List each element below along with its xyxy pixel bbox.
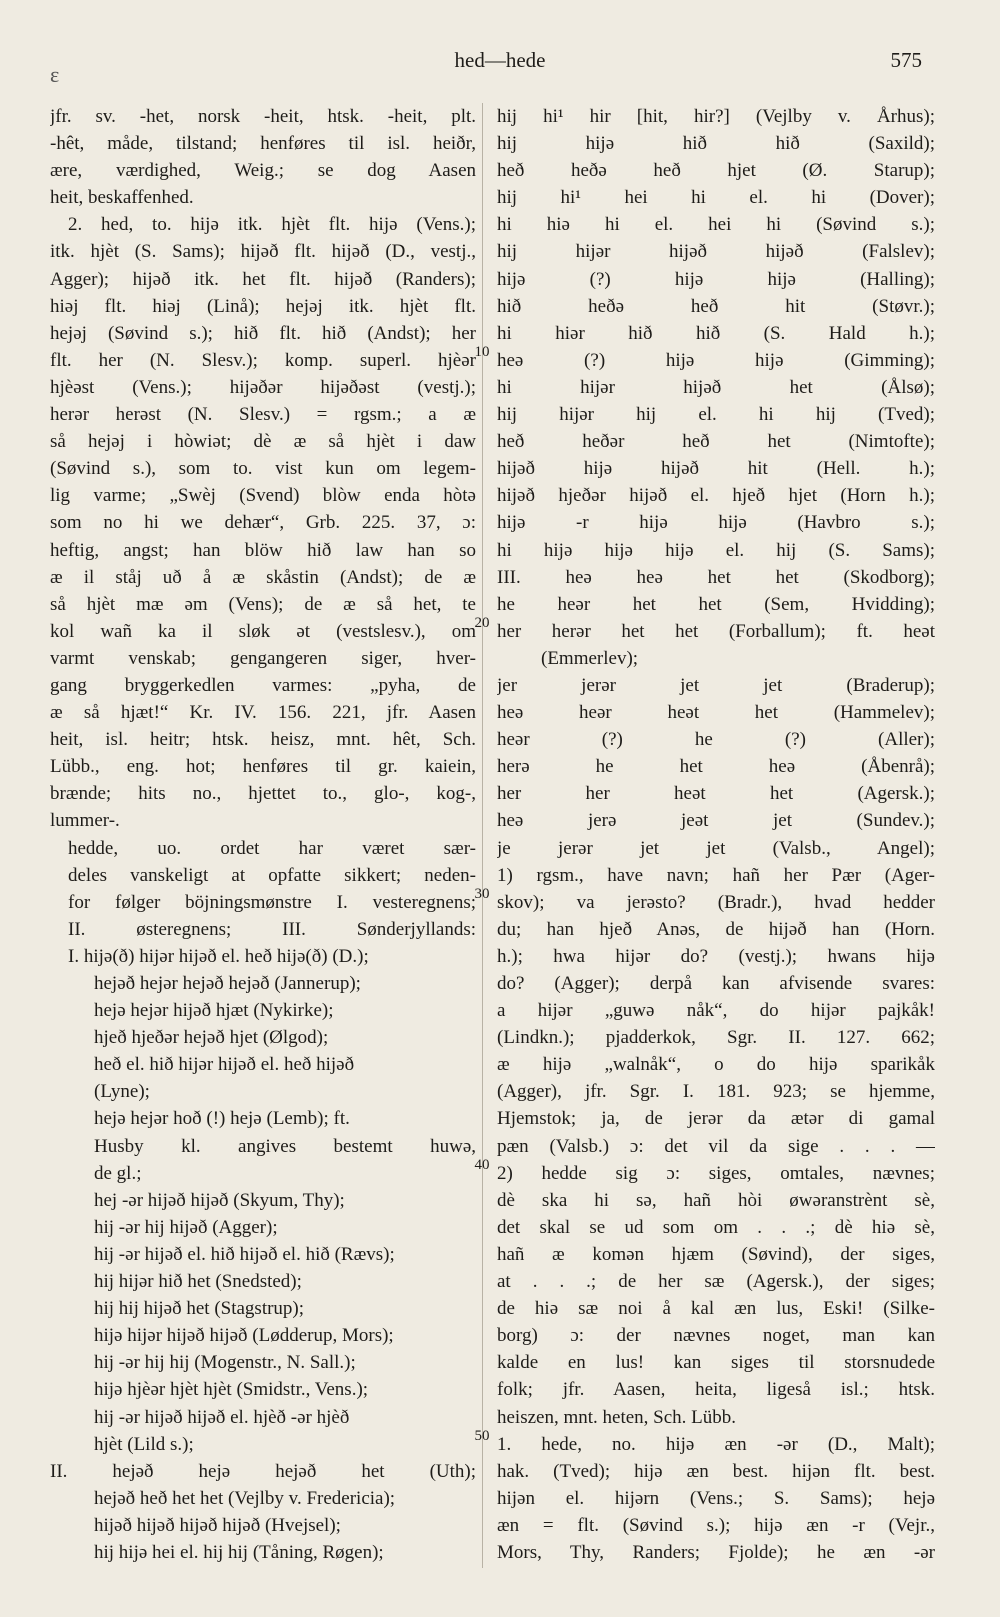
text-line: 2) hedde sig ɔ: siges, omtales, nævnes;: [497, 1162, 935, 1184]
text-line: Hjemstok; ja, de jerər da ætər di gamal: [497, 1108, 935, 1130]
text-line: heit, isl. heitr; htsk. heisz, mnt. hêt, Sch.: [50, 729, 476, 751]
text-line: du; han hjeð Anəs, de hijəð han (Horn.: [497, 918, 935, 940]
text-line: 1) rgsm., have navn; hañ her Pær (Ager-: [497, 864, 935, 886]
text-line: heð heðər heð het (Nimtofte);: [497, 431, 935, 453]
text-line: hejə hejər hijəð hjæt (Nykirke);: [94, 1000, 334, 1022]
text-line: hij hijər hijəð hijəð (Falslev);: [497, 241, 935, 263]
text-line: borg) ɔ: der nævnes noget, man kan: [497, 1325, 935, 1347]
text-line: at . . .; de her sæ (Agersk.), der siges;: [497, 1271, 935, 1293]
text-line: jer jerər jet jet (Braderup);: [497, 674, 935, 696]
text-line: hejəð hejər hejəð hejəð (Jannerup);: [94, 973, 361, 994]
text-line: jfr. sv. -het, norsk -heit, htsk. -heit, plt.: [50, 106, 476, 127]
text-line: de gl.;: [94, 1162, 142, 1184]
text-line: hijəð hijə hijəð hit (Hell. h.);: [497, 458, 935, 480]
text-line: her herər het het (Forballum); ft. heət: [497, 620, 935, 642]
text-line: hej -ər hijəð hijəð (Skyum, Thy);: [94, 1189, 345, 1211]
text-line: hijəð hijəð hijəð hijəð (Hvejsel);: [94, 1514, 341, 1536]
text-line: hij -ər hij hij (Mogenstr., N. Sall.);: [94, 1352, 356, 1374]
text-line: hij hijər hij el. hi hij (Tved);: [497, 404, 935, 426]
text-line: æn = flt. (Søvind s.); hijə æn -r (Vejr.,: [497, 1514, 935, 1536]
text-line: hijəð hjeðər hijəð el. hjeð hjet (Horn h.);: [497, 485, 935, 507]
line-number: 50: [474, 1428, 490, 1444]
text-line: Mors, Thy, Randers; Fjolde); he æn -ər: [497, 1541, 935, 1563]
text-line: varmt venskab; gengangeren siger, hver-: [50, 647, 476, 669]
text-line: hij hijə hið hið (Saxild);: [497, 133, 935, 155]
text-line: hedde, uo. ordet har været sær-: [68, 837, 476, 859]
text-line: heð heðə heð hjet (Ø. Starup);: [497, 160, 935, 182]
line-number: 20: [474, 615, 490, 631]
text-line: hejəð heð het het (Vejlby v. Fredericia);: [94, 1487, 396, 1509]
margin-mark: ɛ: [50, 62, 60, 87]
text-line: hak. (Tved); hijə æn best. hijən flt. best.: [497, 1460, 935, 1482]
text-line: hi hijə hijə hijə el. hij (S. Sams);: [497, 539, 935, 561]
text-line: hij -ər hijəð el. hið hijəð el. hið (Rævs);: [94, 1243, 395, 1265]
column-divider: [482, 103, 483, 1568]
text-line: lig varme; „Swèj (Svend) blòw enda hòtə: [50, 485, 476, 507]
text-line: Agger); hijəð itk. het flt. hijəð (Randers);: [50, 268, 476, 290]
text-line: kalde en lus! kan siges til storsnudede: [497, 1352, 935, 1374]
text-line: hið heðə heð hit (Støvr.);: [497, 295, 935, 317]
text-line: heftig, angst; han blöw hið law han so: [50, 539, 476, 561]
text-line: æ så hjæt!“ Kr. IV. 156. 221, jfr. Aasen: [50, 702, 476, 724]
text-line: heər (?) he (?) (Aller);: [497, 729, 935, 751]
text-line: hij -ər hij hijəð (Agger);: [94, 1216, 278, 1238]
text-line: heiszen, mnt. heten, Sch. Lübb.: [497, 1406, 737, 1428]
text-line: (Søvind s.), som to. vist kun om legem-: [50, 458, 476, 480]
text-line: ære, værdighed, Weig.; se dog Aasen: [50, 160, 476, 182]
text-line: (Lindkn.); pjadderkok, Sgr. II. 127. 662;: [497, 1027, 935, 1049]
text-line: de hiə sæ noi å kal æn lus, Eski! (Silke-: [497, 1298, 935, 1320]
text-line: hijən el. hijərn (Vens.; S. Sams); hejə: [497, 1487, 935, 1509]
text-line: lummer-.: [50, 810, 120, 832]
left-column: [50, 103, 476, 1566]
text-line: skov); va jerəsto? (Bradr.), hvad hedder: [497, 891, 935, 913]
text-line: a hijər „guwə nåk“, do hijər pajkåk!: [497, 1000, 935, 1022]
text-line: heð el. hið hijər hijəð el. heð hijəð: [94, 1054, 355, 1076]
text-line: I. hijə(ð) hijər hijəð el. heð hijə(ð) (D.);: [68, 945, 369, 967]
text-line: for følger böjningsmønstre I. vesteregnens;: [68, 891, 476, 913]
line-number: 40: [474, 1157, 490, 1173]
text-line: do? (Agger); derpå kan afvisende svares:: [497, 973, 935, 994]
line-number: 10: [474, 344, 490, 360]
text-line: herər herəst (N. Slesv.) = rgsm.; a æ: [50, 404, 476, 426]
text-line: hjèəst (Vens.); hijəðər hijəðəst (vestj.);: [50, 376, 476, 398]
text-line: det skal se ud som om . . .; dè hiə sè,: [497, 1216, 935, 1238]
text-line: (Emmerlev);: [541, 647, 639, 669]
text-line: æ il ståj uð å æ skåstin (Andst); de æ: [50, 566, 476, 588]
text-line: så hjèt mæ əm (Vens); de æ så het, te: [50, 593, 476, 615]
text-line: brænde; hits no., hjettet to., glo-, kog-,: [50, 783, 476, 805]
running-title: hed—hede: [454, 48, 546, 72]
text-line: Lübb., eng. hot; henføres til gr. kaiein,: [50, 756, 476, 778]
text-line: hjeð hjeðər hejəð hjet (Ølgod);: [94, 1027, 329, 1049]
text-line: hij hi¹ hir [hit, hir?] (Vejlby v. Århus);: [497, 106, 935, 127]
text-line: Husby kl. angives bestemt huwə,: [94, 1135, 476, 1157]
page-number: 575: [890, 48, 922, 72]
text-line: hijə hijər hijəð hijəð (Lødderup, Mors);: [94, 1325, 394, 1347]
text-line: hjèt (Lild s.);: [94, 1433, 194, 1455]
text-line: dè ska hi sə, hañ hòi øwəranstrènt sè,: [497, 1189, 935, 1211]
text-line: hijə (?) hijə hijə (Halling);: [497, 268, 935, 290]
text-line: itk. hjèt (S. Sams); hijəð flt. hijəð (D., vestj.,: [50, 241, 476, 263]
text-line: hejə hejər hoð (!) hejə (Lemb); ft.: [94, 1108, 350, 1130]
text-line: hij hijə hei el. hij hij (Tåning, Røgen);: [94, 1541, 384, 1563]
right-column: [497, 103, 935, 1566]
text-line: (Lyne);: [94, 1081, 150, 1103]
text-line: hejəj (Søvind s.); hið flt. hið (Andst); her: [50, 322, 476, 344]
text-line: kol wañ ka il sløk ət (vestslesv.), om: [50, 620, 476, 642]
text-line: (Agger), jfr. Sgr. I. 181. 923; se hjemme,: [497, 1081, 935, 1103]
text-line: je jerər jet jet (Valsb., Angel);: [497, 837, 935, 859]
text-line: herə he het heə (Åbenrå);: [497, 756, 935, 778]
text-line: heə jerə jeət jet (Sundev.);: [497, 810, 935, 832]
line-number: 30: [474, 886, 490, 902]
text-line: hij hi¹ hei hi el. hi (Dover);: [497, 187, 935, 209]
text-line: hij hij hijəð het (Stagstrup);: [94, 1298, 305, 1320]
text-line: hañ æ komən hjæm (Søvind), der siges,: [497, 1243, 935, 1265]
text-line: folk; jfr. Aasen, heita, ligeså isl.; htsk.: [497, 1379, 935, 1401]
text-line: hij hijər hið het (Snedsted);: [94, 1271, 302, 1293]
text-line: hiəj flt. hiəj (Linå); hejəj itk. hjèt flt.: [50, 295, 476, 317]
text-line: gang bryggerkedlen varmes: „pyha, de: [50, 674, 476, 696]
text-line: h.); hwa hijər do? (vestj.); hwans hijə: [497, 945, 935, 967]
text-line: heə heər heət het (Hammelev);: [497, 702, 935, 724]
text-line: som no hi we dehær“, Grb. 225. 37, ɔ:: [50, 512, 476, 534]
text-line: så hejəj i hòwiət; dè æ så hjèt i daw: [50, 431, 476, 453]
text-line: III. heə heə het het (Skodborg);: [497, 566, 935, 588]
text-line: hi hiər hið hið (S. Hald h.);: [497, 322, 935, 344]
text-line: hi hiə hi el. hei hi (Søvind s.);: [497, 214, 935, 236]
text-line: 1. hede, no. hijə æn -ər (D., Malt);: [497, 1433, 935, 1455]
text-line: hi hijər hijəð het (Ålsø);: [497, 376, 935, 398]
text-line: pæn (Valsb.) ɔ: det vil da sige . . . —: [497, 1135, 935, 1157]
text-line: hij -ər hijəð hijəð el. hjèð -ər hjèð: [94, 1406, 350, 1428]
text-line: her her heət het (Agersk.);: [497, 783, 935, 805]
text-line: heə (?) hijə hijə (Gimming);: [497, 349, 935, 371]
text-line: 2. hed, to. hijə itk. hjèt flt. hijə (Vens.);: [68, 214, 476, 236]
text-line: hijə hjèər hjèt hjèt (Smidstr., Vens.);: [94, 1379, 369, 1401]
text-line: hijə -r hijə hijə (Havbro s.);: [497, 512, 935, 534]
text-line: flt. her (N. Slesv.); komp. superl. hjèər: [50, 349, 476, 371]
text-line: æ hijə „walnåk“, o do hijə sparikåk: [497, 1054, 935, 1076]
running-header: [0, 48, 1000, 80]
text-line: deles vanskeligt at opfatte sikkert; neden-: [68, 864, 476, 886]
text-line: he heər het het (Sem, Hvidding);: [497, 593, 935, 615]
text-line: -hêt, måde, tilstand; henføres til isl. heiðr,: [50, 133, 476, 155]
text-line: heit, beskaffenhed.: [50, 187, 194, 209]
text-line: II. hejəð hejə hejəð het (Uth);: [50, 1460, 476, 1482]
text-line: II. østeregnens; III. Sønderjyllands:: [68, 918, 476, 940]
